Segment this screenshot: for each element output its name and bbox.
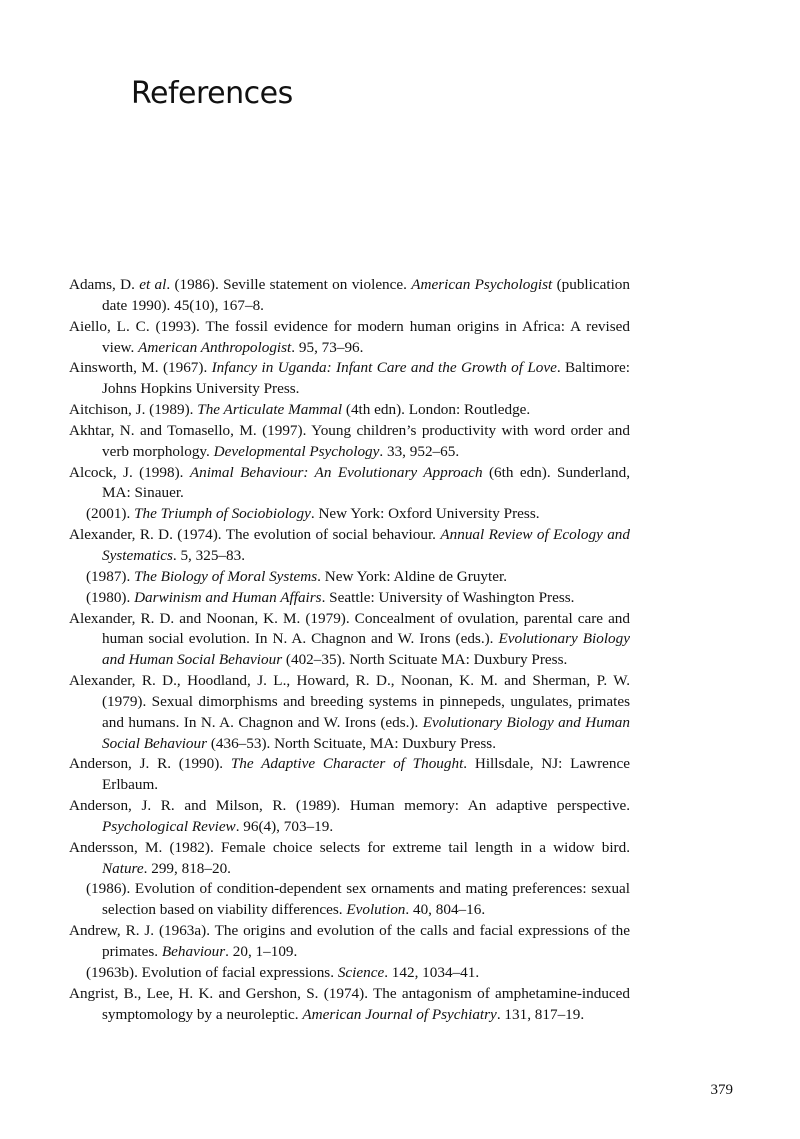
reference-text: . 96(4), 703–19. — [235, 817, 334, 835]
reference-entry — [69, 921, 630, 963]
reference-text: . Seattle: University of Washington Press. — [321, 588, 575, 606]
reference-text: Akhtar, N. and Tomasello, M. (1997). Young children’s productivity with word order and verb morphology. — [69, 421, 630, 460]
reference-entry — [69, 671, 630, 754]
reference-entry — [69, 358, 630, 400]
reference-text: Angrist, B., Lee, H. K. and Gershon, S. (1974). The antagonism of amphetamine-induced symptomology by a neuroleptic. — [69, 984, 630, 1023]
reference-text: Alcock, J. (1998). — [69, 463, 190, 481]
reference-text: . New York: Oxford University Press. — [310, 505, 540, 523]
reference-text: . 142, 1034–41. — [384, 963, 480, 981]
reference-title-italic: Darwinism and Human Affairs — [134, 588, 322, 606]
reference-title-italic: Infancy in Uganda: Infant Care and the Growth of Love — [211, 359, 557, 377]
reference-title-italic: Psychological Review — [102, 817, 236, 835]
reference-title-italic: American Anthropologist — [138, 338, 292, 356]
reference-text: (2001). — [86, 505, 135, 523]
reference-entry-continuation — [69, 567, 630, 588]
reference-text: Alexander, R. D., Hoodland, J. L., Howard, R. D., Noonan, K. M. and Sherman, P. W. (1979). Sexual dimorphisms and breeding systems in pinnepeds, ungulates, primates and humans. In N. A. Chagnon and W. Irons (eds.). — [69, 672, 630, 731]
reference-title-italic: American Psychologist — [411, 276, 553, 293]
reference-text: (1963b). Evolution of facial expressions. — [86, 963, 338, 981]
reference-title-italic: The Articulate Mammal — [197, 401, 343, 419]
reference-text: Ainsworth, M. (1967). — [69, 359, 212, 377]
reference-entry — [69, 984, 630, 1026]
reference-entry — [69, 421, 630, 463]
reference-text: (402–35). North Scituate MA: Duxbury Press. — [282, 651, 568, 669]
reference-entry-continuation — [69, 879, 630, 921]
reference-title-italic: The Adaptive Character of Thought — [230, 755, 464, 773]
reference-text: . 299, 818–20. — [143, 859, 231, 877]
reference-list — [69, 275, 630, 1025]
reference-title-italic: The Biology of Moral Systems — [134, 567, 318, 585]
reference-text: (1986). Evolution of condition-dependent sex ornaments and mating preferences: sexual selection based on viability differences. — [86, 880, 630, 919]
reference-title-italic: Animal Behaviour: An Evolutionary Approach — [189, 463, 483, 481]
reference-entry — [69, 317, 630, 359]
reference-text: . 20, 1–109. — [225, 943, 298, 960]
reference-text: (publication date 1990). 45(10), 167–8. — [102, 276, 630, 314]
reference-title-italic: Evolutionary Biology and Human Social Behaviour — [102, 713, 630, 752]
reference-entry — [69, 609, 630, 672]
reference-entry — [69, 400, 630, 421]
reference-entry — [69, 275, 630, 317]
reference-title-italic: Developmental Psychology — [213, 442, 380, 460]
reference-text: (436–53). North Scituate, MA: Duxbury Press. — [207, 734, 496, 752]
page-number: 379 — [710, 1082, 733, 1098]
reference-title-italic: Evolution — [346, 901, 406, 919]
reference-entry-continuation — [69, 963, 630, 984]
reference-title-italic: Behaviour — [161, 943, 226, 960]
reference-text: . (1986). Seville statement on violence. — [166, 276, 412, 293]
reference-text: . 40, 804–16. — [405, 901, 486, 919]
reference-entry — [69, 838, 630, 880]
reference-text: Andersson, M. (1982). Female choice selects for extreme tail length in a widow bird. — [69, 838, 630, 856]
reference-entry — [69, 525, 630, 567]
reference-text: . 131, 817–19. — [496, 1005, 585, 1023]
reference-text: . Hillsdale, NJ: Lawrence Erlbaum. — [102, 755, 630, 794]
reference-text: Aitchison, J. (1989). — [69, 401, 198, 419]
reference-text: (4th edn). London: Routledge. — [342, 401, 531, 419]
reference-title-italic: Evolutionary Biology and Human Social Behaviour — [102, 630, 630, 669]
reference-entry — [69, 463, 630, 505]
reference-text: . 5, 325–83. — [172, 546, 245, 564]
reference-text: Anderson, J. R. (1990). — [69, 755, 231, 773]
reference-text: . Baltimore: Johns Hopkins University Press. — [102, 359, 630, 398]
reference-text: Alexander, R. D. and Noonan, K. M. (1979). Concealment of ovulation, parental care and human social evolution. In N. A. Chagnon and W. Irons (eds.). — [69, 609, 630, 648]
reference-title-italic: The Triumph of Sociobiology — [134, 505, 311, 523]
reference-title-italic: Annual Review of Ecology and Systematics — [102, 526, 630, 564]
reference-text: Anderson, J. R. and Milson, R. (1989). Human memory: An adaptive perspective. — [69, 797, 630, 815]
reference-text: . 95, 73–96. — [291, 338, 364, 356]
reference-text: Andrew, R. J. (1963a). The origins and evolution of the calls and facial expressions of the primates. — [69, 922, 630, 960]
reference-entry — [69, 796, 630, 838]
reference-title-italic: Nature — [102, 859, 144, 877]
reference-title-italic: American Journal of Psychiatry — [302, 1005, 497, 1023]
reference-entry — [69, 754, 630, 796]
reference-text: (1987). — [86, 567, 135, 585]
reference-text: Adams, D. — [69, 276, 140, 293]
reference-entry-continuation — [69, 588, 630, 609]
reference-text: (6th edn). Sunderland, MA: Sinauer. — [102, 463, 630, 502]
reference-text: (1980). — [86, 588, 135, 606]
reference-text: . New York: Aldine de Gruyter. — [317, 567, 507, 585]
reference-text: . 33, 952–65. — [379, 442, 460, 460]
reference-title-italic: et al — [139, 276, 167, 293]
reference-text: Aiello, L. C. (1993). The fossil evidence for modern human origins in Africa: A revised view. — [69, 317, 630, 356]
reference-entry-continuation — [69, 504, 630, 525]
page-title: References — [131, 76, 293, 111]
reference-text: Alexander, R. D. (1974). The evolution of social behaviour. — [69, 526, 441, 544]
reference-title-italic: Science — [337, 963, 385, 981]
